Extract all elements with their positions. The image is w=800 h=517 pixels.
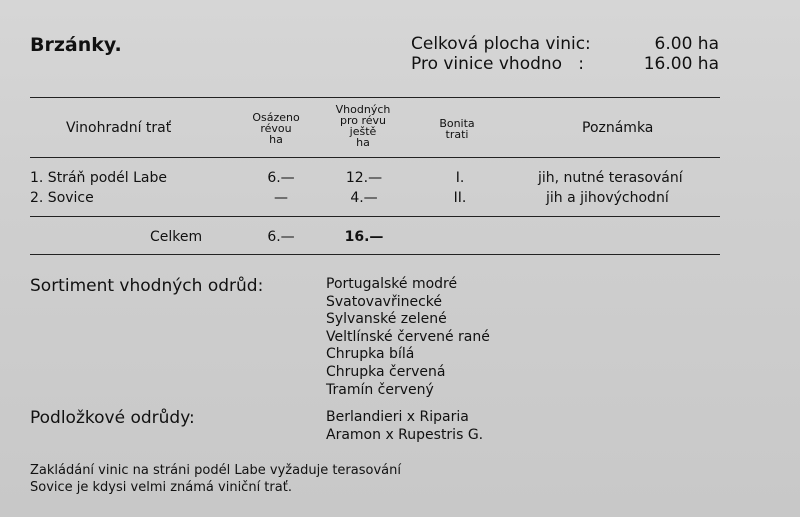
table-bottom-rule [30, 254, 720, 255]
list-item: Tramín červený [326, 381, 434, 398]
table-top-rule [30, 97, 720, 98]
area-value: 6.00 ha [654, 34, 719, 54]
list-item: Aramon x Rupestris G. [326, 426, 484, 443]
header-bonita: Bonita trati [439, 117, 475, 141]
summary-area-row [411, 34, 719, 54]
notes [30, 462, 401, 496]
suitable-label: Pro vinice vhodno : [411, 54, 585, 74]
summary-block [411, 34, 719, 74]
row1-vhodnych: 12.— [345, 170, 383, 186]
header-osazeno: Osázeno révou ha [252, 111, 300, 146]
list-item: Sylvanské zelené [326, 311, 447, 328]
podnoze-list [326, 409, 483, 444]
total-vhodnych: 16.— [344, 229, 384, 245]
row2-poznamka: jih a jihovýchodní [546, 190, 669, 206]
list-item: Berlandieri x Riparia [326, 409, 469, 425]
table-header-rule [30, 157, 720, 158]
list-item: Veltlínské červené rané [326, 328, 490, 345]
list-item: Chrupka červená [326, 363, 446, 380]
row2-osazeno: — [274, 190, 288, 206]
podnoze-label: Podložkové odrůdy: [30, 408, 195, 428]
summary-suitable-row [411, 54, 719, 74]
list-item: Svatovavřinecké [326, 293, 443, 310]
header-poznamka: Poznámka [582, 120, 654, 136]
list-item: Portugalské modré [326, 276, 458, 292]
note-line: Sovice je kdysi velmi známá viniční trať. [30, 480, 292, 495]
row1-osazeno: 6.— [267, 170, 295, 186]
row1-poznamka: jih, nutné terasování [538, 170, 683, 186]
row2-bonita: II. [453, 190, 467, 206]
total-osazeno: 6.— [267, 229, 295, 245]
row1-name: 1. Stráň podél Labe [30, 170, 168, 186]
row2-name: 2. Sovice [30, 190, 94, 206]
suitable-value: 16.00 ha [643, 54, 719, 74]
row2-vhodnych: 4.— [350, 190, 378, 206]
area-label: Celková plocha vinic: [411, 34, 591, 54]
sortiment-label: Sortiment vhodných odrůd: [30, 276, 264, 296]
header-trat: Vinohradní trať [66, 120, 172, 136]
table-total-rule [30, 216, 720, 217]
row1-bonita: I. [455, 170, 465, 186]
sortiment-list [326, 276, 490, 399]
header-vhodnych: Vhodných pro révu ještě ha [335, 103, 391, 149]
total-label: Celkem [150, 229, 203, 245]
list-item: Chrupka bílá [326, 346, 415, 363]
page-title: Brzánky. [30, 34, 122, 56]
note-line: Zakládání vinic na stráni podél Labe vyžaduje terasování [30, 463, 401, 478]
